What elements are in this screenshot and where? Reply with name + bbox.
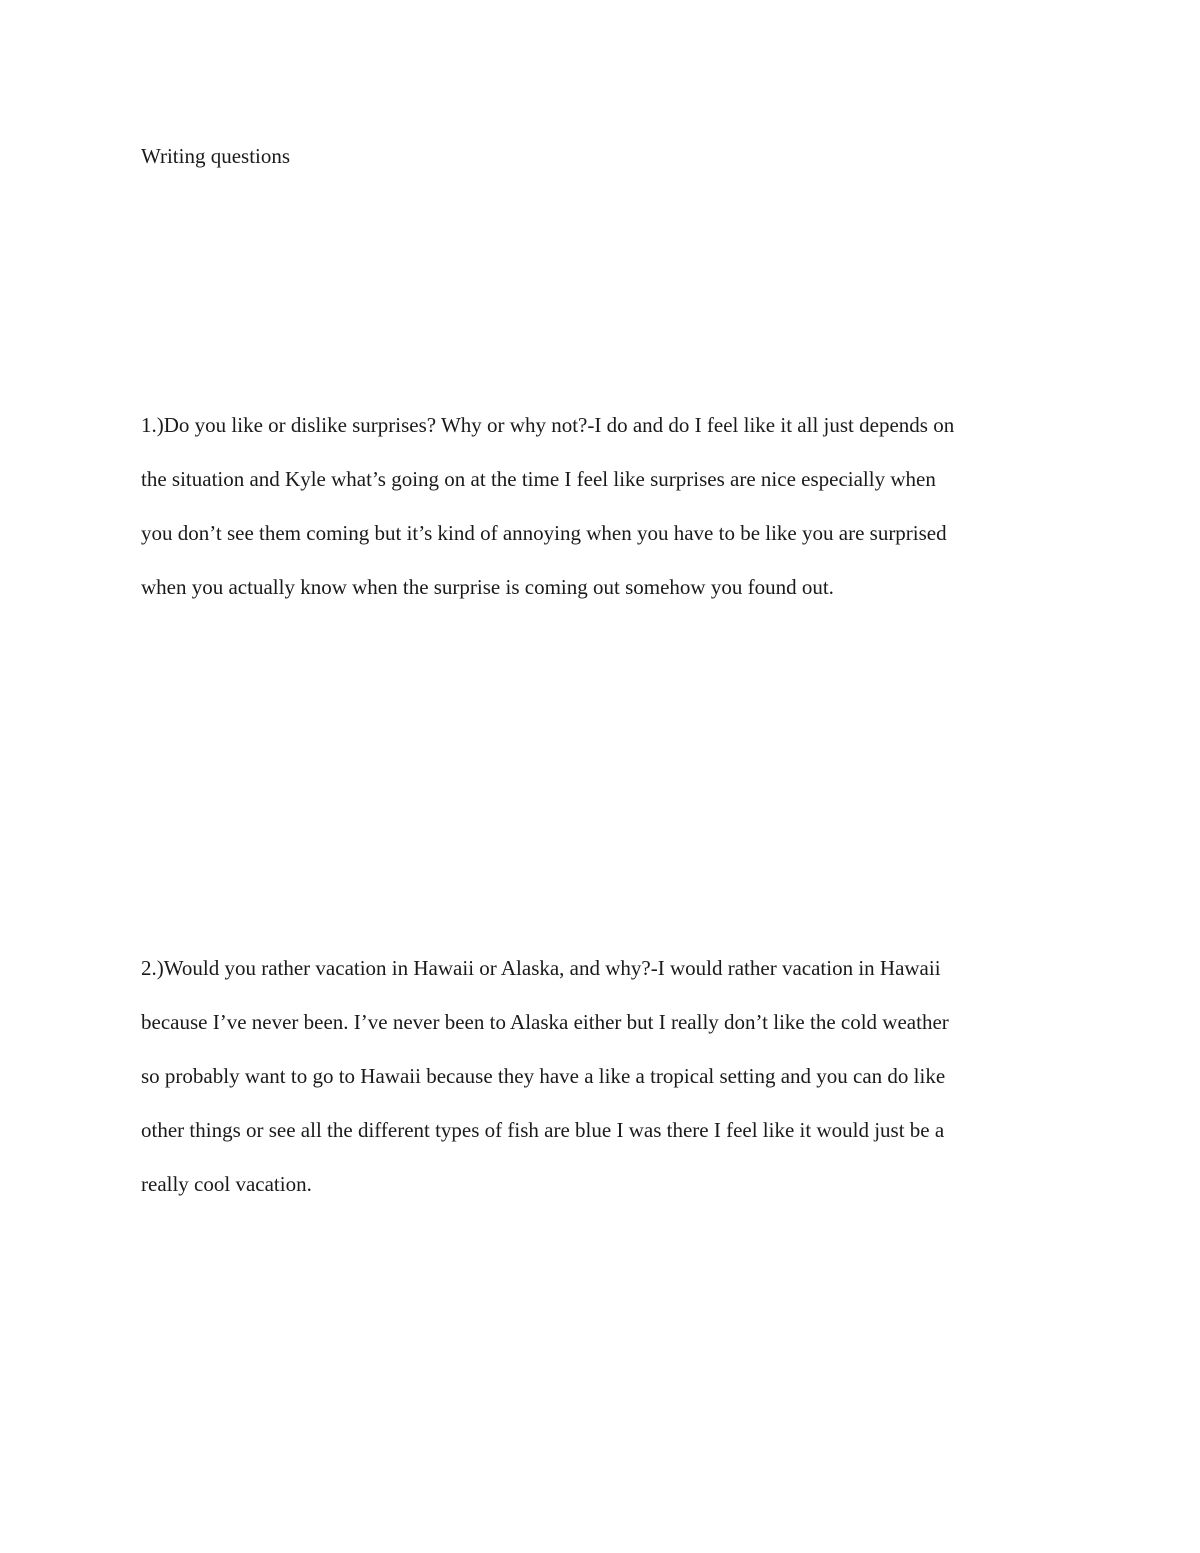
answer-2-line-3: so probably want to go to Hawaii because they have a like a tropical setting and you can do like: [141, 1064, 946, 1088]
answer-1-line-2: the situation and Kyle what’s going on at the time I feel like surprises are nice especially when: [141, 467, 936, 491]
answer-2-line-2: because I’ve never been. I’ve never been to Alaska either but I really don’t like the cold weather: [141, 1010, 949, 1034]
answer-2-line-5: really cool vacation.: [141, 1172, 312, 1196]
answer-1-line-3: you don’t see them coming but it’s kind of annoying when you have to be like you are surprised: [141, 521, 947, 545]
document-title: Writing questions: [141, 144, 291, 168]
answer-paragraph-2: [141, 941, 1061, 1211]
answer-2-line-1: 2.)Would you rather vacation in Hawaii or Alaska, and why?-I would rather vacation in Hawaii: [141, 956, 941, 980]
answer-1-line-1: 1.)Do you like or dislike surprises? Why or why not?-I do and do I feel like it all just depends on: [141, 413, 955, 437]
answer-1-line-4: when you actually know when the surprise is coming out somehow you found out.: [141, 575, 834, 599]
answer-paragraph-1: [141, 398, 1061, 614]
answer-2-line-4: other things or see all the different types of fish are blue I was there I feel like it would just be a: [141, 1118, 945, 1142]
